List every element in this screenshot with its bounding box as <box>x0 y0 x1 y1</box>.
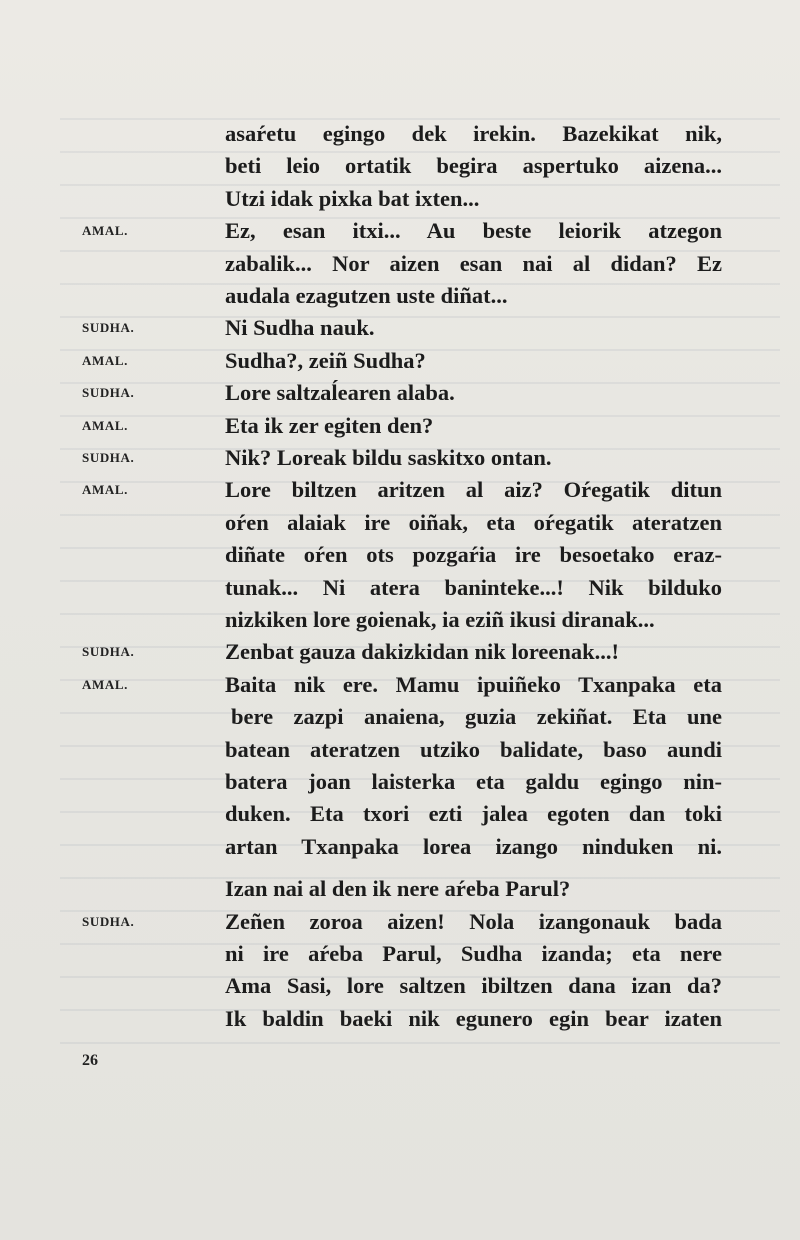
line-text: batera joan laisterka eta galdu egingo nin- <box>225 769 722 794</box>
line-text: oŕen alaiak ire oiñak, eta oŕegatik ateratzen <box>225 509 722 535</box>
text-line <box>0 409 800 442</box>
speaker-name: AMAL. <box>82 223 128 239</box>
line-text: Sudha?, zeiñ Sudha? <box>225 347 426 373</box>
line-text: Zenbat gauza dakizkidan nik loreenak...! <box>225 639 620 665</box>
speaker-name: SUDHA. <box>82 385 135 401</box>
line-text: Ama Sasi, lore saltzen ibiltzen dana izan da? <box>225 973 722 999</box>
text-line <box>0 969 800 1002</box>
text-line <box>0 441 800 474</box>
text-line <box>0 571 800 604</box>
line-text: ni ire aŕeba Parul, Sudha izanda; eta nere <box>225 941 722 966</box>
speaker-name: AMAL. <box>82 352 128 368</box>
line-text: tunak... Ni atera baninteke...! Nik bilduko <box>225 574 722 600</box>
text-line <box>0 311 800 344</box>
text-line <box>0 765 800 798</box>
line-text: nizkiken lore goienak, ia eziñ ikusi diranak... <box>225 607 655 632</box>
line-text: duken. Eta txori ezti jalea egoten dan toki <box>225 801 722 827</box>
line-text: artan Txanpaka lorea izango ninduken ni. <box>225 833 722 859</box>
text-line <box>0 668 800 701</box>
line-text: Izan nai al den ik nere aŕeba Parul? <box>225 876 571 902</box>
speaker-name: SUDHA. <box>82 450 135 465</box>
text-line <box>0 635 800 668</box>
line-text: Lore biltzen aritzen al aiz? Oŕegatik ditun <box>225 477 722 503</box>
text-line <box>0 376 800 409</box>
text-line <box>0 937 800 970</box>
speaker-name: SUDHA. <box>82 644 135 660</box>
line-text: Eta ik zer egiten den? <box>225 412 434 438</box>
text-line <box>0 538 800 571</box>
line-text: zabalik... Nor aizen esan nai al didan? Ez <box>225 250 722 276</box>
speaker-name: AMAL. <box>82 676 128 692</box>
text-line <box>0 872 800 905</box>
speaker-name: SUDHA. <box>82 320 135 336</box>
text-line <box>0 344 800 377</box>
text-line <box>0 149 800 182</box>
text-line <box>0 733 800 766</box>
line-text: Lore saltzaĺearen alaba. <box>225 380 455 406</box>
text-line <box>0 117 800 150</box>
text-line <box>0 1002 800 1035</box>
text-line <box>0 905 800 938</box>
speaker-name: SUDHA. <box>82 913 135 929</box>
text-line <box>0 797 800 830</box>
line-text: Zeñen zoroa aizen! Nola izangonauk bada <box>225 908 722 934</box>
line-text: bere zazpi anaiena, guzia zekiñat. Eta une <box>231 704 722 730</box>
text-line <box>0 603 800 636</box>
text-line <box>0 830 800 863</box>
line-text: Ik baldin baeki nik egunero egin bear izaten <box>225 1005 722 1031</box>
line-text: Utzi idak pixka bat ixten... <box>225 185 480 211</box>
speaker-name: AMAL. <box>82 417 128 433</box>
speaker-name: AMAL. <box>82 482 128 498</box>
text-line <box>0 214 800 247</box>
line-text: Baita nik ere. Mamu ipuiñeko Txanpaka eta <box>225 671 722 697</box>
text-line <box>0 700 800 733</box>
line-text: Ez, esan itxi... Au beste leiorik atzegon <box>225 218 722 244</box>
line-text: Nik? Loreak bildu saskitxo ontan. <box>225 445 552 470</box>
line-text: Ni Sudha nauk. <box>225 315 375 341</box>
page-number: 26 <box>82 1052 98 1069</box>
line-text: audala ezagutzen uste diñat... <box>225 283 508 308</box>
text-line <box>0 473 800 506</box>
line-text: asaŕetu egingo dek irekin. Bazekikat nik, <box>225 121 722 146</box>
text-line <box>0 279 800 312</box>
text-line <box>0 247 800 280</box>
text-line <box>0 506 800 539</box>
line-text: beti leio ortatik begira aspertuko aizena... <box>225 153 722 179</box>
line-text: diñate oŕen ots pozgaŕia ire besoetako eraz- <box>225 542 722 568</box>
text-line <box>0 182 800 215</box>
line-text: batean ateratzen utziko balidate, baso aundi <box>225 736 722 762</box>
